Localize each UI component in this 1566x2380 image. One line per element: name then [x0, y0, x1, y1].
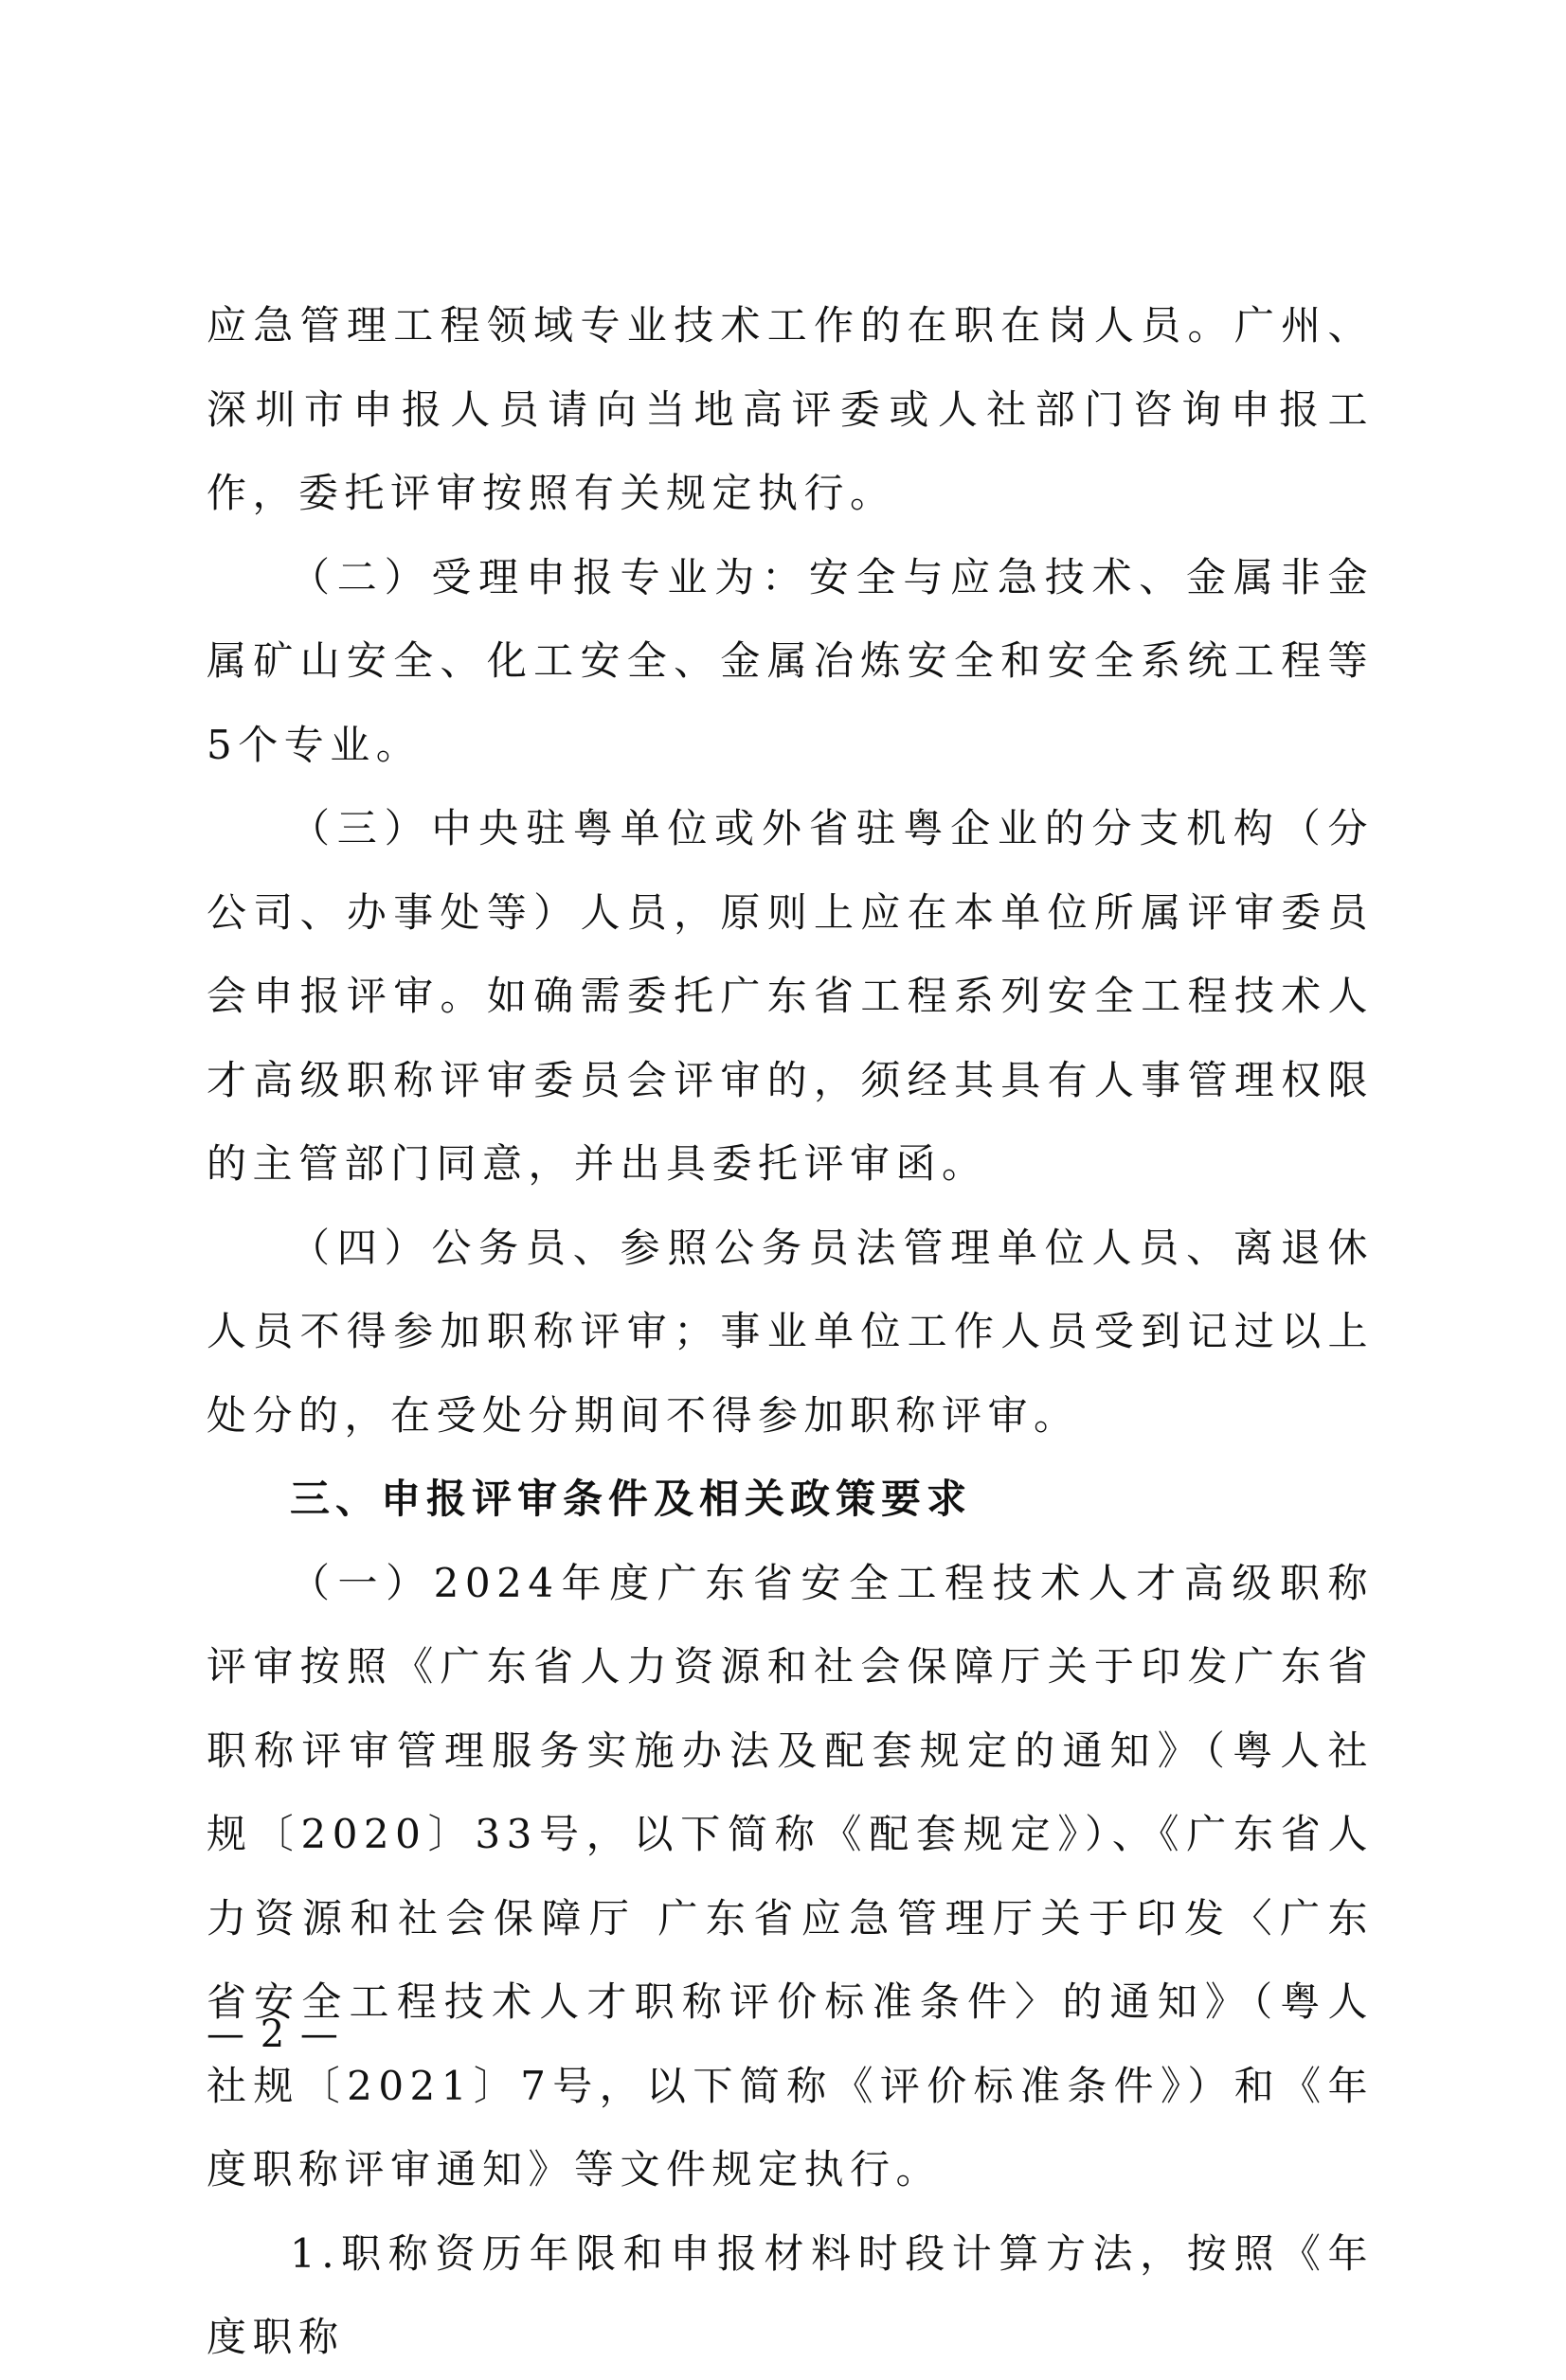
- document-body: [207, 284, 1374, 2380]
- page-number: — 2 —: [207, 2013, 340, 2056]
- paragraph-item-4: （四）公务员、参照公务员法管理单位人员、离退休人员不得参加职称评审；事业单位工作人员受到记过以上处分的，在受处分期间不得参加职称评审。: [207, 1224, 1374, 1439]
- paragraph-continuation: 应急管理工程领域专业技术工作的在职在岗人员。广州、深圳市申报人员请向当地高评委或人社部门咨询申报工作，委托评审按照有关规定执行。: [207, 302, 1374, 516]
- section-heading: 三、申报评审条件及相关政策要求: [290, 1476, 973, 1522]
- paragraph-section3-item-1: （一）2024年度广东省安全工程技术人才高级职称评审按照《广东省人力资源和社会保障厅关于印发广东省职称评审管理服务实施办法及配套规定的通知》（粤人社规〔2020〕33号，以下简称《配套规定》）、《广东省人力资源和社会保障厅 广东省应急管理厅关于印发〈广东省安全工程技术人才职称评价标准条件〉的通知》（粤人社规〔2021〕7号，以下简称《评价标准条件》）和《年度职称评审通知》等文件规定执行。: [207, 1559, 1374, 2192]
- paragraph-item-3: （三）中央驻粤单位或外省驻粤企业的分支机构（分公司、办事处等）人员，原则上应在本单位所属评审委员会申报评审。如确需委托广东省工程系列安全工程技术人才高级职称评审委员会评审的，须经其具有人事管理权限的主管部门同意，并出具委托评审函。: [207, 805, 1374, 1187]
- paragraph-item-2: （二）受理申报专业为：安全与应急技术、金属非金属矿山安全、化工安全、金属冶炼安全和安全系统工程等5个专业。: [207, 553, 1374, 768]
- paragraph-subitem-1: 1.职称资历年限和申报材料时段计算方法，按照《年度职称: [207, 2229, 1374, 2360]
